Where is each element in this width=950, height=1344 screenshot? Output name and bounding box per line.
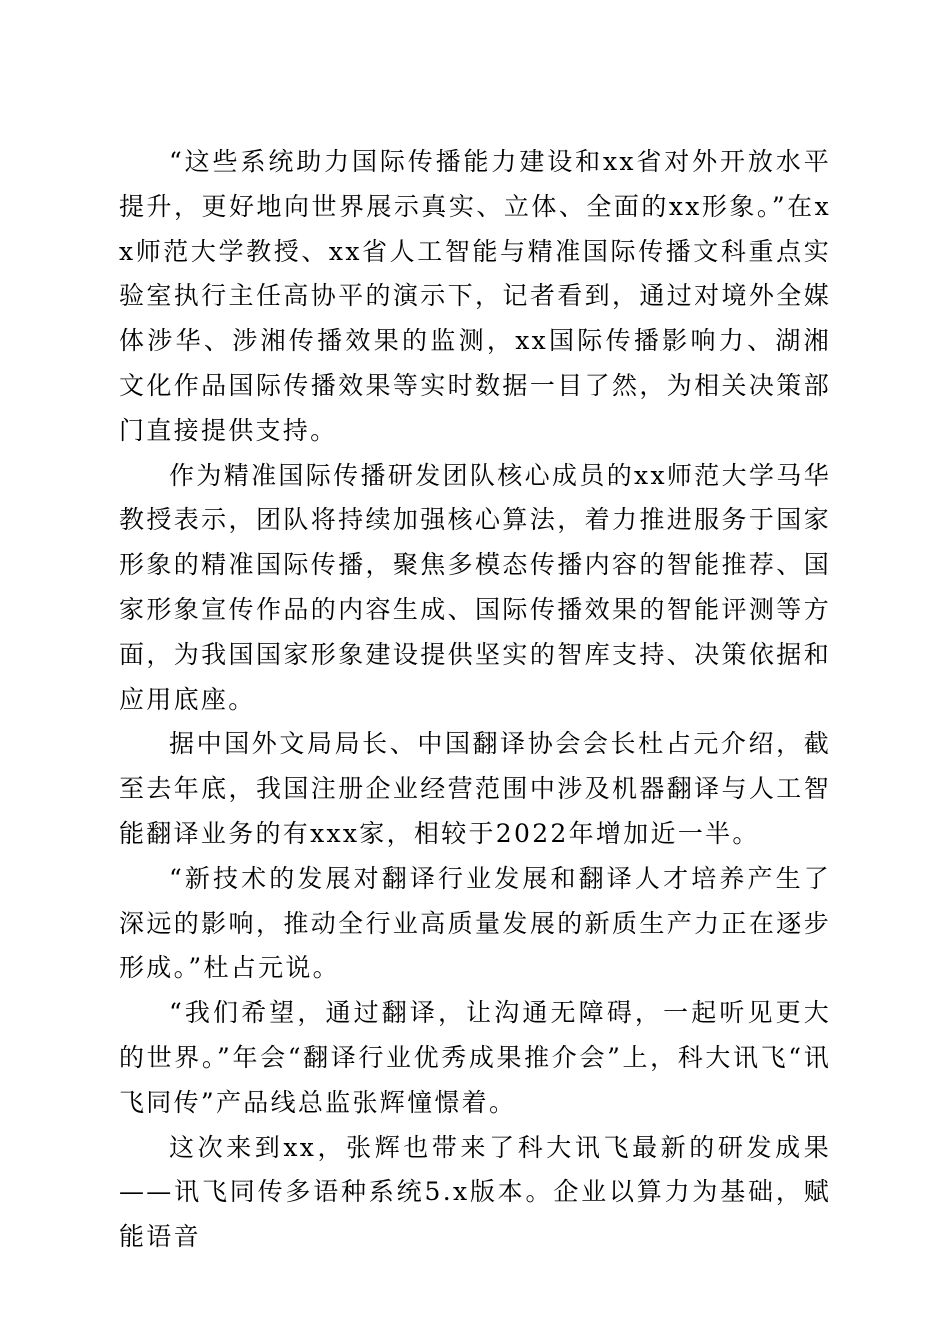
article-body [119,140,831,1260]
paragraph-6: 这次来到xx，张辉也带来了科大讯飞最新的研发成果——讯飞同传多语种系统5.x版本。企业以算力为基础，赋能语音 [119,1132,831,1252]
paragraph-5: “我们希望，通过翻译，让沟通无障碍，一起听见更大的世界。”年会“翻译行业优秀成果推介会”上，科大讯飞“讯飞同传”产品线总监张辉憧憬着。 [119,998,831,1117]
paragraph-3: 据中国外文局局长、中国翻译协会会长杜占元介绍，截至去年底，我国注册企业经营范围中涉及机器翻译与人工智能翻译业务的有xxx家，相较于2022年增加近一半。 [119,729,831,848]
paragraph-1: “这些系统助力国际传播能力建设和xx省对外开放水平提升，更好地向世界展示真实、立体、全面的xx形象。”在xx师范大学教授、xx省人工智能与精准国际传播文科重点实验室执行主任高协平的演示下，记者看到，通过对境外全媒体涉华、涉湘传播效果的监测，xx国际传播影响力、湖湘文化作品国际传播效果等实时数据一目了然，为相关决策部门直接提供支持。 [119,147,831,445]
paragraph-2: 作为精准国际传播研发团队核心成员的xx师范大学马华教授表示，团队将持续加强核心算法，着力推进服务于国家形象的精准国际传播，聚焦多模态传播内容的智能推荐、国家形象宣传作品的内容生成、国际传播效果的智能评测等方面，为我国国家形象建设提供坚实的智库支持、决策依据和应用底座。 [119,460,831,714]
paragraph-4: “新技术的发展对翻译行业发展和翻译人才培养产生了深远的影响，推动全行业高质量发展的新质生产力正在逐步形成。”杜占元说。 [119,863,831,983]
